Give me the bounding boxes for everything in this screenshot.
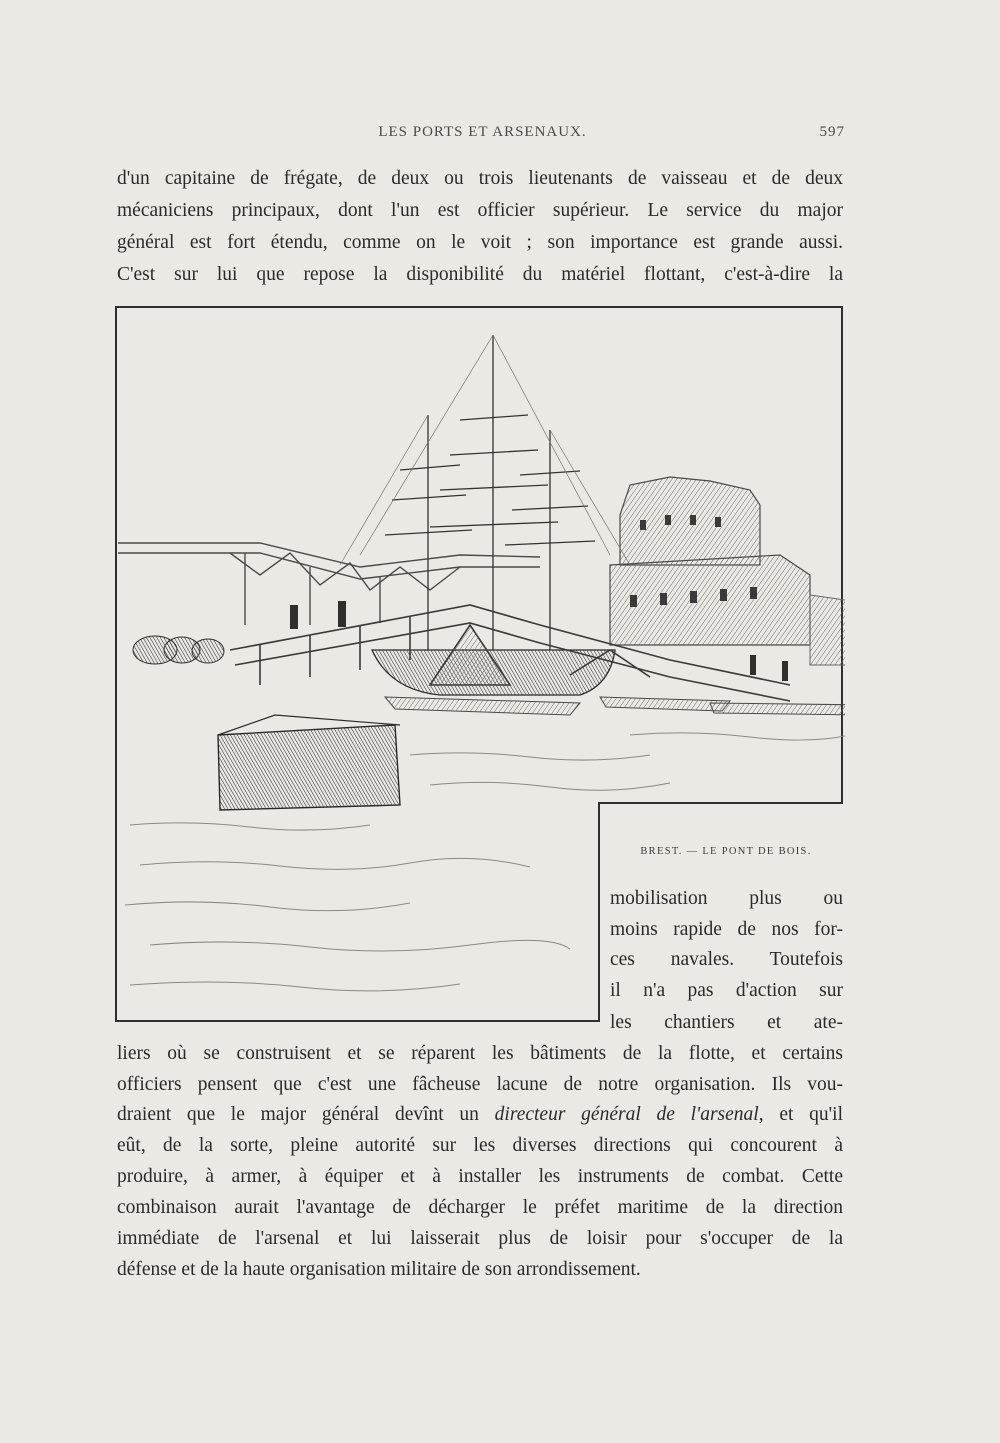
text-line: C'est sur lui que repose la disponibilité du matériel flottant, c'est-à-dire la [117,264,843,285]
text-line: mobilisation plus ou [610,888,843,909]
text-line: produire, à armer, à équiper et à installer les instruments de combat. Cette [117,1166,843,1187]
sailing-ship [340,335,630,695]
text-line: moins rapide de nos for- [610,919,843,940]
harbour-buildings [610,477,845,665]
page-number: 597 [819,124,845,140]
text-line: immédiate de l'arsenal et lui laisserait plus de loisir pour s'occuper de la [117,1228,843,1249]
text-line: eût, de la sorte, pleine autorité sur les diverses directions qui concourent à [117,1135,843,1156]
text-line: liers où se construisent et se réparent les bâtiments de la flotte, et certains [117,1043,843,1064]
elevated-bridge [118,543,540,625]
italic-term: directeur général de l'arsenal [494,1104,759,1125]
stone-quay [218,715,400,810]
text-line [117,1100,843,1130]
text-line: mécaniciens principaux, dont l'un est officier supérieur. Le service du major [117,200,843,221]
running-head [120,124,845,148]
text-line: défense et de la haute organisation militaire de son arrondissement. [117,1259,641,1280]
text-line: d'un capitaine de frégate, de deux ou trois lieutenants de vaisseau et de deux [117,168,843,189]
text-line: ces navales. Toutefois [610,949,843,970]
text-run: draient que le major général devînt un [117,1104,495,1125]
text-line: général est fort étendu, comme on le voit ; son importance est grande aussi. [117,232,843,253]
harbour-buoys [133,636,224,664]
text-line: combinaison aurait l'avantage de décharger le préfet maritime de la direction [117,1197,843,1218]
running-title: LES PORTS ET ARSENAUX. [378,124,587,140]
text-line: officiers pensent que c'est une fâcheuse lacune de notre organisation. Ils vou- [117,1074,843,1095]
text-line: il n'a pas d'action sur [610,980,843,1001]
figure-caption: BREST. — LE PONT DE BOIS. [640,846,812,857]
moored-boats [385,697,845,715]
text-line: les chantiers et ate- [610,1012,843,1033]
text-run: , et qu'il [758,1104,843,1125]
